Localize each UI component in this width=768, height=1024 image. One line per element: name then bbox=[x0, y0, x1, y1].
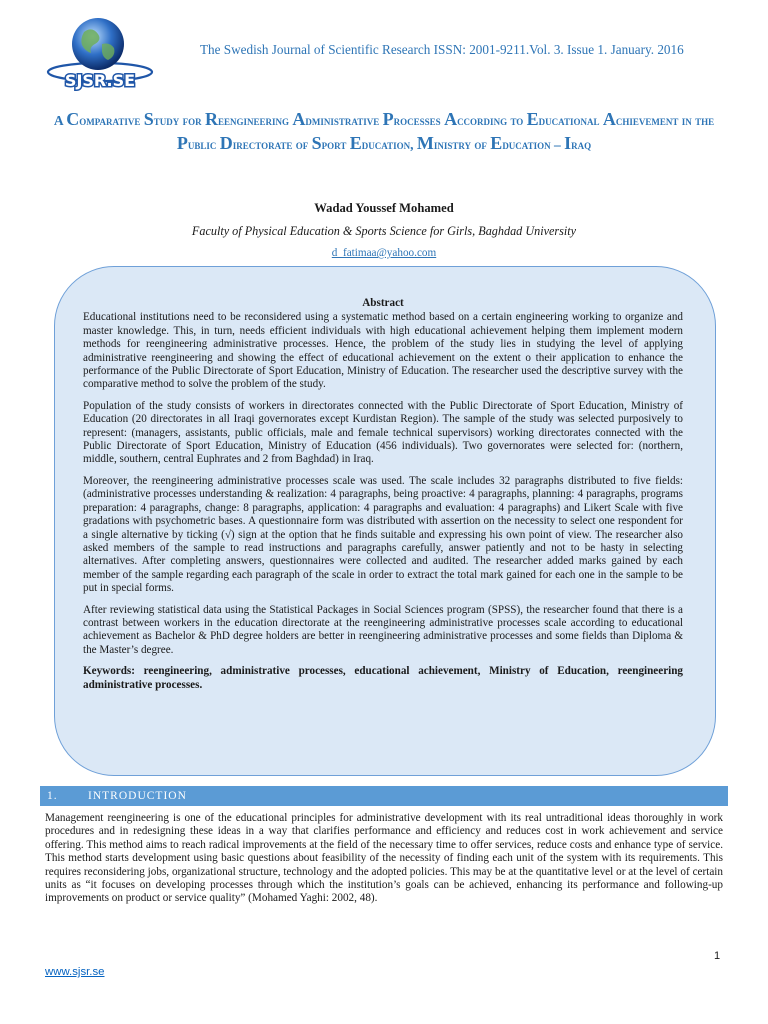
section-title: INTRODUCTION bbox=[88, 790, 187, 802]
abstract-heading: Abstract bbox=[362, 297, 404, 309]
author-email-link[interactable]: d_fatimaa@yahoo.com bbox=[331, 247, 437, 259]
title-segment: M bbox=[416, 133, 434, 153]
title-segment: raq bbox=[571, 137, 592, 152]
journal-logo bbox=[38, 14, 154, 94]
title-segment: ducation – bbox=[502, 137, 565, 152]
title-segment: E bbox=[490, 133, 503, 153]
abstract-content bbox=[83, 297, 683, 692]
abstract-paragraph: After reviewing statistical data using the Statistical Packages in Social Sciences program (SPSS), the researcher found that there is a contrast between workers in the education directorate at the reengineering administrative processes scale according to educational achievement as Bachelor & PhD degree holders are better in reengineering administrative processes and some fields than Diploma & the Master’s degree. bbox=[83, 603, 683, 656]
svg-text:SJSR.SE: SJSR.SE bbox=[64, 71, 136, 90]
title-segment: E bbox=[349, 133, 362, 153]
abstract-paragraph: Moreover, the reengineering administrative processes scale was used. The scale includes 32 paragraphs distributed to five fields: (administrative processes understanding & realization: 4 paragraphs, being proactive: 4 paragraphs, planning: 4 paragraphs, programs preparation: 4 paragraphs, change: 8 paragraphs, application: 4 paragraphs and evaluation: 4 paragraphs) and Likert Scale with five gradations with psychometric bases. A questionnaire form was distributed with assertion on the necessity to select one respondent for a single alternative by ticking (√) sign at the option that he finds suitable and expressing his own point of view. The researcher also asked members of the sample to read instructions and paragraphs carefully, answer patiently and not to be hasty in selecting alternatives. After completing answers, questionnaires were collected and audited. The researcher added marks gained by each member of the sample regarding each paragraph of the scale in order to extract the total mark gained for each one in the sample to be put in special forms. bbox=[83, 474, 683, 595]
title-segment: eengineering bbox=[218, 113, 293, 128]
title-segment: S bbox=[311, 133, 322, 153]
title-segment: I bbox=[564, 133, 572, 153]
title-segment: P bbox=[382, 109, 394, 129]
section-number: 1. bbox=[47, 790, 58, 802]
author-affiliation: Faculty of Physical Education & Sports Science for Girls, Baghdad University bbox=[191, 224, 577, 238]
title-segment: S bbox=[143, 109, 154, 129]
title-segment: port bbox=[321, 137, 350, 152]
title-segment: rocesses bbox=[393, 113, 445, 128]
title-segment: A bbox=[53, 113, 67, 128]
title-segment: A bbox=[444, 109, 458, 129]
title-segment: inistry of bbox=[433, 137, 491, 152]
globe-icon bbox=[72, 18, 124, 70]
title-segment: irectorate of bbox=[232, 137, 312, 152]
journal-header: The Swedish Journal of Scientific Research ISSN: 2001-9211.Vol. 3. Issue 1. January. 2016 bbox=[200, 42, 684, 57]
introduction-paragraph: Management reengineering is one of the educational principles for administrative development with its real untraditional ideas thoroughly in work procedures and in redesigning these ideas in a way that clarifies performance and efficiency and reduces cost in work achievement and service offering. This method aims to reach radical improvements at the field of the necessary time to offer services, reduce costs and enhance type of service. This method starts development using basic questions about feasibility of the necessity of finding each unit of the system with its requirements. This requires reconsidering jobs, organizational structure, technology and the adopted policies. This may be at the quantitative level or at the level of certain units as “it focuses on developing processes through which the institution’s goals can be achieved, enhancing its performance and following-up improvements on product or service quality” (Mohamed Yaghi: 2002, 48). bbox=[45, 812, 723, 905]
title-segment: P bbox=[176, 133, 188, 153]
title-segment: E bbox=[526, 109, 539, 129]
abstract-keywords: Keywords: reengineering, administrative processes, educational achievement, Ministry of Education, reengineering administrative processes. bbox=[83, 665, 683, 691]
title-segment: ducational bbox=[538, 113, 603, 128]
paper-title bbox=[40, 108, 728, 156]
title-segment: tudy for bbox=[153, 113, 206, 128]
footer-website-link[interactable]: www.sjsr.se bbox=[45, 966, 105, 978]
title-segment: ublic bbox=[187, 137, 220, 152]
section-heading-introduction bbox=[40, 786, 728, 806]
title-segment: ducation, bbox=[361, 137, 417, 152]
title-segment: A bbox=[292, 109, 306, 129]
title-segment: ccording to bbox=[457, 113, 527, 128]
title-segment: C bbox=[66, 109, 80, 129]
title-segment: chievement in the bbox=[615, 113, 715, 128]
title-segment: omparative bbox=[79, 113, 144, 128]
abstract-paragraph: Educational institutions need to be reconsidered using a systematic method based on a certain engineering working to organize and master knowledge. This, in turn, needs efficient individuals with high educational achievement helping them implement modern methods for reengineering administrative processes. Hence, the problem of the study lies in studying the level of applying administrative reengineering and showing the effect of educational achievement on the extent o their application to enhance the performance of the Public Directorate of Sport Education, Ministry of Education. The researcher used the descriptive survey with the comparative method to solve the problem of the study. bbox=[83, 311, 683, 391]
author-name: Wadad Youssef Mohamed bbox=[314, 201, 454, 215]
abstract-paragraph: Population of the study consists of workers in directorates connected with the Public Directorate of Sport Education, Ministry of Education (20 directorates in all Iraqi governorates except Kurdistan Region). The sample of the study was selected purposively to represent: (managers, assistants, public officials, male and female technical supervisors) working directorates connected with the Public Directorate of Sport Education, Ministry of Education (456 individuals). Two governorates were selected for: (northern, middle, southern, central Euphrates and 2 from Baghdad) in Iraq. bbox=[83, 399, 683, 466]
page-number: 1 bbox=[714, 950, 721, 962]
title-segment: D bbox=[219, 133, 233, 153]
title-segment: A bbox=[602, 109, 616, 129]
title-segment: R bbox=[205, 109, 219, 129]
title-segment: dministrative bbox=[305, 113, 383, 128]
